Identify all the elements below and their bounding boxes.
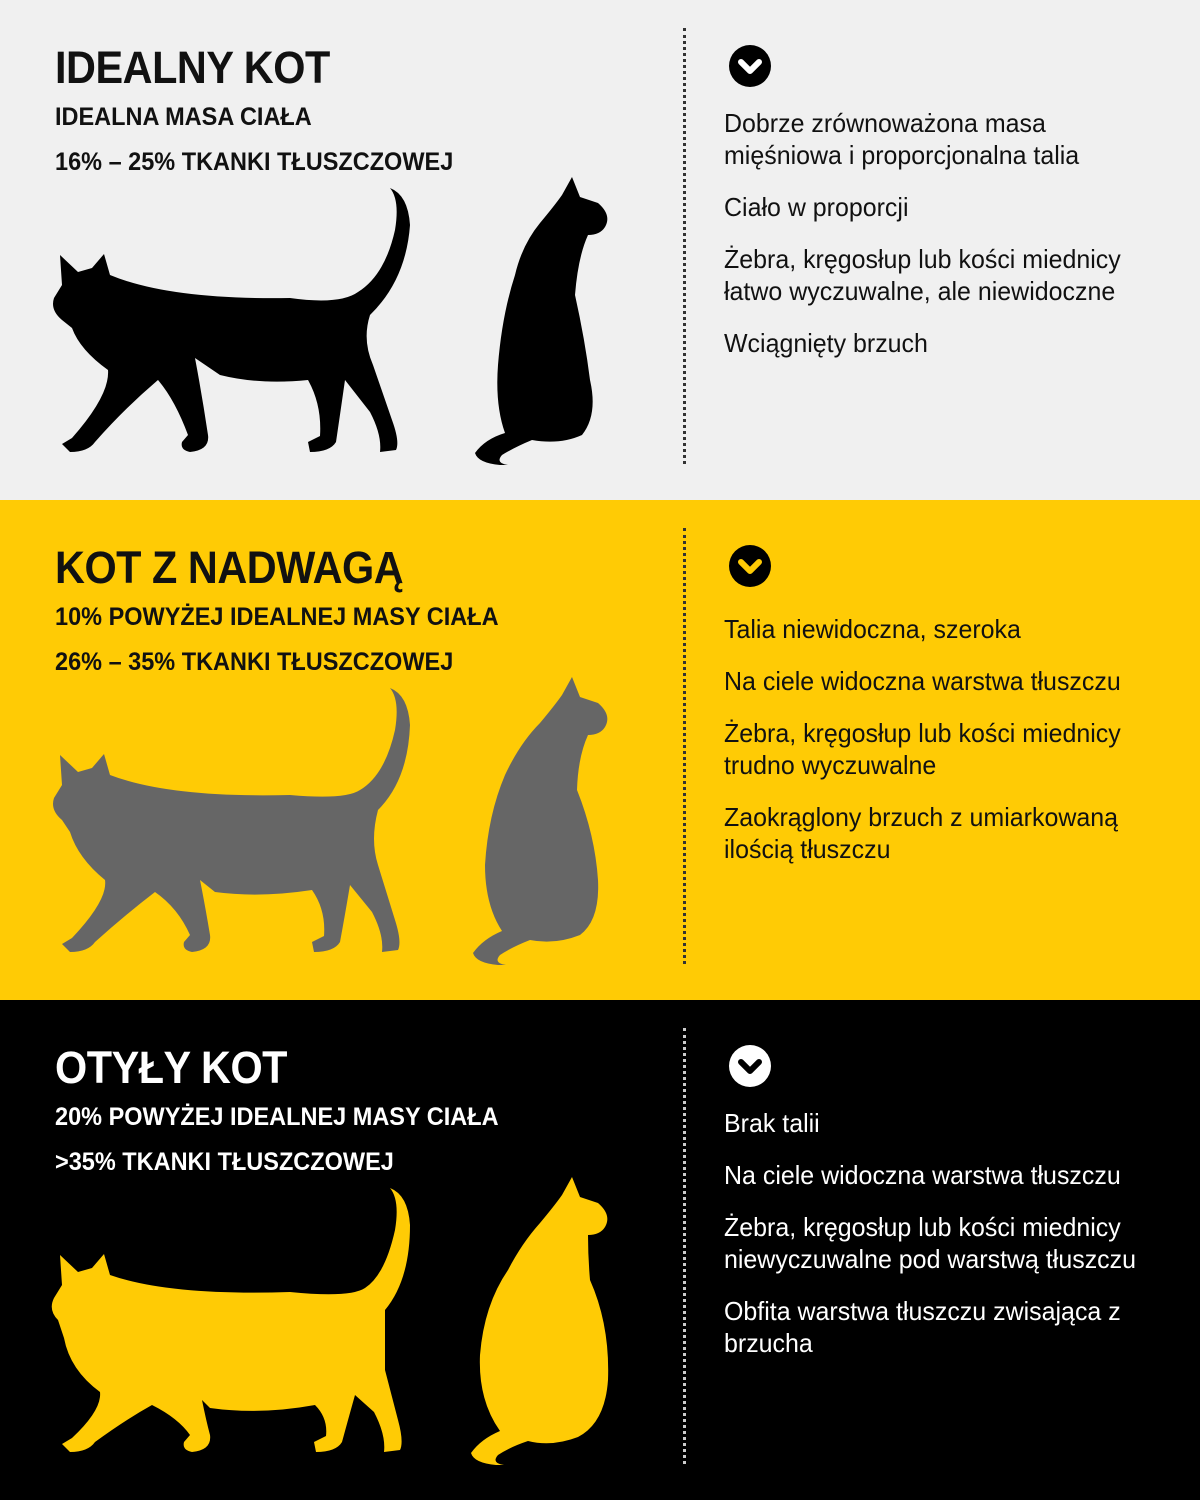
trait-item: Dobrze zrównoważona masa mięśniowa i proporcjonalna talia (724, 108, 1080, 170)
sitting-cat-silhouette (460, 1165, 630, 1470)
traits-list (724, 1107, 1184, 1379)
trait-item: Brak talii (724, 1108, 820, 1138)
section-subtitle-weight: 10% POWYŻEJ IDEALNEJ MASY CIAŁA (55, 603, 499, 631)
dotted-divider (683, 1028, 686, 1464)
chevron-down-circle-icon (728, 544, 772, 588)
section-obese-cat (0, 1000, 1200, 1500)
traits-list (724, 107, 1184, 379)
walking-cat-silhouette (40, 680, 440, 970)
section-title: KOT Z NADWAGĄ (55, 542, 404, 593)
section-subtitle-weight: IDEALNA MASA CIAŁA (55, 103, 312, 131)
sitting-cat-silhouette (460, 165, 630, 470)
trait-item: Wciągnięty brzuch (724, 328, 928, 358)
trait-item: Żebra, kręgosłup lub kości miednicy łatwo wyczuwalne, ale niewidoczne (724, 244, 1121, 306)
dotted-divider (683, 528, 686, 964)
trait-item: Zaokrąglony brzuch z umiarkowaną ilością tłuszczu (724, 802, 1119, 864)
dotted-divider (683, 28, 686, 464)
section-overweight-cat (0, 500, 1200, 1000)
trait-item: Ciało w proporcji (724, 192, 909, 222)
section-title: IDEALNY KOT (55, 42, 330, 93)
section-subtitle-weight: 20% POWYŻEJ IDEALNEJ MASY CIAŁA (55, 1103, 499, 1131)
chevron-down-circle-icon (728, 1044, 772, 1088)
trait-item: Żebra, kręgosłup lub kości miednicy niewyczuwalne pod warstwą tłuszczu (724, 1212, 1137, 1274)
section-ideal-cat (0, 0, 1200, 500)
section-title: OTYŁY KOT (55, 1042, 288, 1093)
chevron-down-circle-icon (728, 44, 772, 88)
trait-item: Na ciele widoczna warstwa tłuszczu (724, 666, 1121, 696)
trait-item: Obfita warstwa tłuszczu zwisająca z brzucha (724, 1296, 1121, 1358)
section-subtitle-fat: 26% – 35% TKANKI TŁUSZCZOWEJ (55, 648, 454, 676)
walking-cat-silhouette (40, 1180, 440, 1470)
section-subtitle-fat: >35% TKANKI TŁUSZCZOWEJ (55, 1148, 394, 1176)
section-subtitle-fat: 16% – 25% TKANKI TŁUSZCZOWEJ (55, 148, 454, 176)
trait-item: Na ciele widoczna warstwa tłuszczu (724, 1160, 1121, 1190)
walking-cat-silhouette (40, 180, 440, 470)
trait-item: Żebra, kręgosłup lub kości miednicy trudno wyczuwalne (724, 718, 1121, 780)
traits-list (724, 613, 1184, 885)
sitting-cat-silhouette (460, 665, 630, 970)
trait-item: Talia niewidoczna, szeroka (724, 614, 1021, 644)
